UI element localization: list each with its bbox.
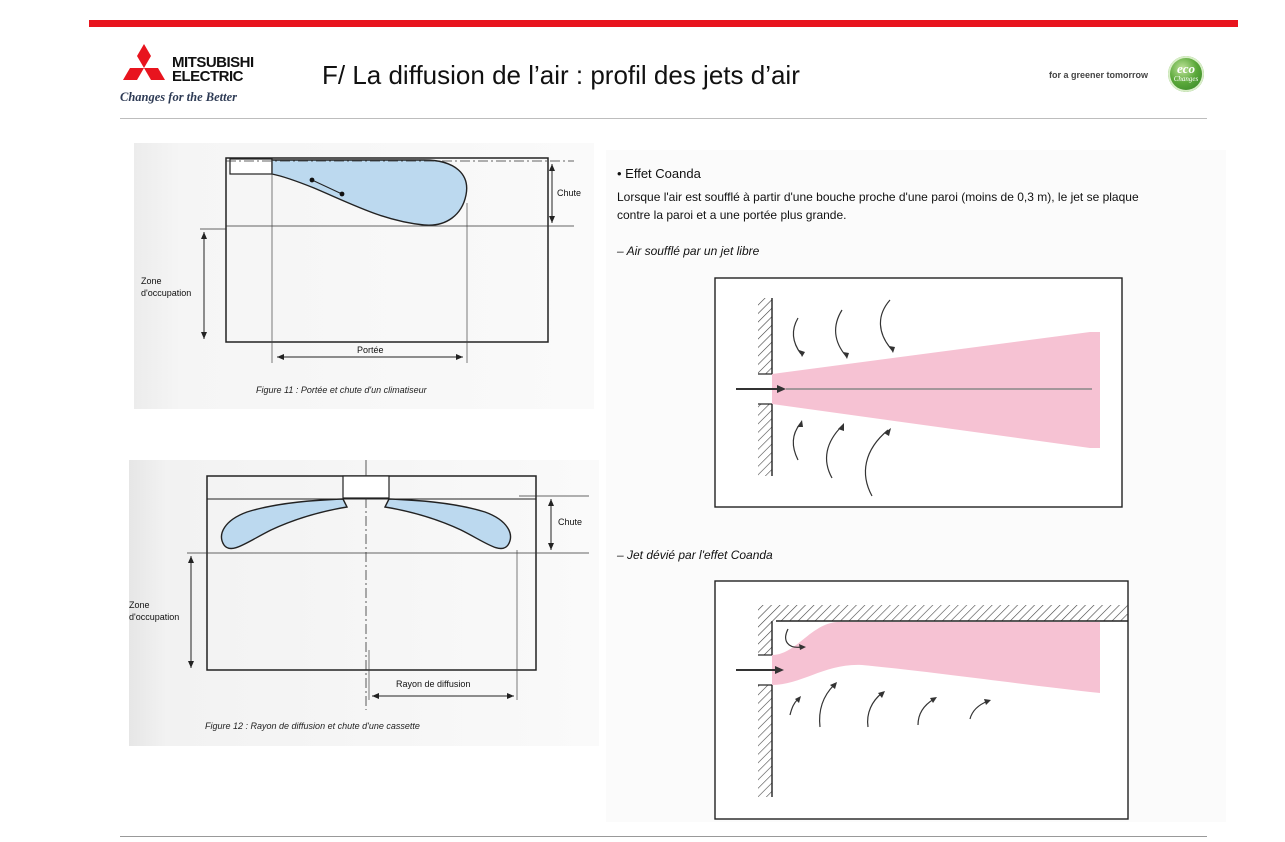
eco-logo-subtext: Changes [1173, 75, 1199, 83]
figure-11-zone-label-line1: Zone [141, 276, 162, 286]
footer-divider [120, 836, 1207, 837]
figure-11-portee-label: Portée [357, 345, 384, 355]
coanda-paragraph-line2: contre la paroi et a une portée plus grande. [617, 208, 847, 222]
figure-12-chute-label: Chute [558, 517, 583, 527]
figure-12-zone-label-line1: Zone [129, 600, 150, 610]
figure-11-zone-label-line2: d'occupation [141, 288, 192, 298]
coanda-paragraph-line1: Lorsque l'air est soufflé à partir d'une bouche proche d'une paroi (moins de 0,3 m), le jet se plaque [617, 190, 1139, 204]
logo-brand-line2: ELECTRIC [172, 68, 243, 85]
greener-tagline: for a greener tomorrow [1049, 70, 1149, 80]
logo-brand-line1: MITSUBISHI [172, 54, 254, 71]
figure-11-caption: Figure 11 : Portée et chute d'un climatiseur [256, 385, 427, 395]
figure-12-rayon-label: Rayon de diffusion [396, 679, 471, 689]
free-jet-diagram [606, 270, 1226, 515]
figure-11-diagram [134, 143, 594, 409]
figure-12-zone-label-line2: d'occupation [129, 612, 180, 622]
logo-tagline: Changes for the Better [120, 90, 238, 104]
eco-logo-text: eco [1176, 61, 1196, 76]
page-title: F/ La diffusion de l’air : profil des jets d’air [322, 60, 800, 90]
free-jet-label: – Air soufflé par un jet libre [617, 244, 760, 258]
coanda-jet-diagram [606, 575, 1226, 825]
figure-11-chute-label: Chute [557, 188, 582, 198]
figure-12-caption: Figure 12 : Rayon de diffusion et chute d'une cassette [205, 721, 420, 731]
figure-12-diagram [129, 460, 599, 746]
mitsubishi-logo-icon [120, 44, 168, 86]
coanda-heading: • Effet Coanda [617, 166, 701, 181]
eco-changes-logo-icon [1168, 56, 1204, 92]
top-red-bar [89, 20, 1238, 27]
deflected-jet-label: – Jet dévié par l'effet Coanda [617, 548, 773, 562]
header-divider [120, 118, 1207, 119]
